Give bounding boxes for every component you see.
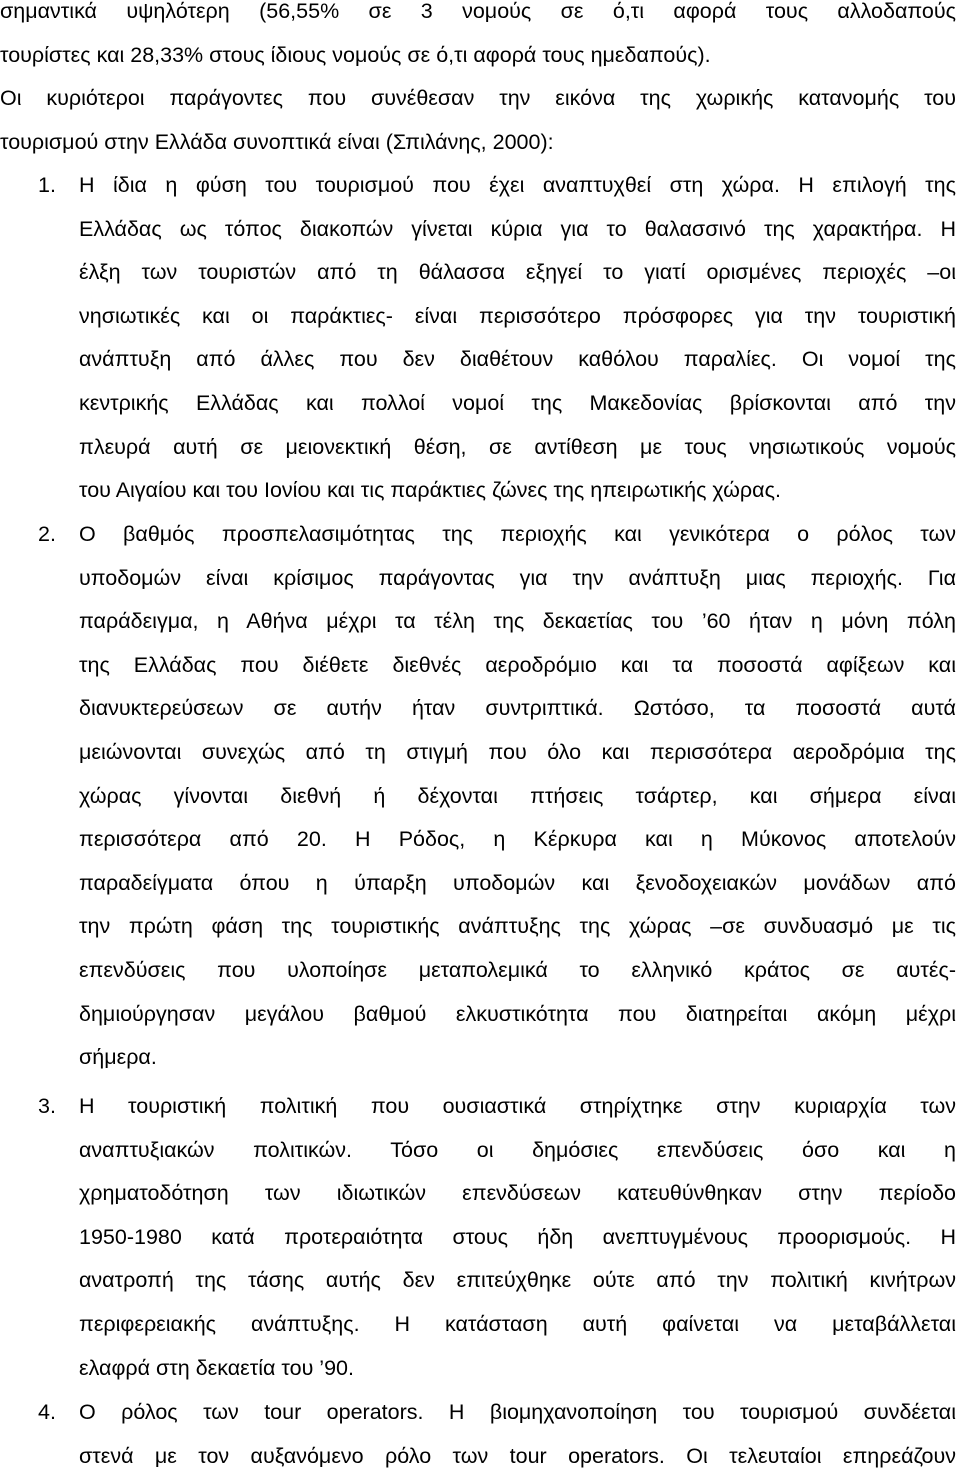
list-item-4	[0, 1391, 956, 1478]
text-line: παραδείγματα όπου η ύπαρξη υποδομών και ξενοδοχειακών μονάδων από	[79, 870, 956, 895]
text-line: μειώνονται συνεχώς από τη στιγμή που όλο και περισσότερα αεροδρόμια της	[79, 739, 956, 764]
list-number: 1.	[38, 173, 56, 197]
text-line: ανάπτυξη από άλλες που δεν διαθέτουν καθόλου παραλίες. Οι νομοί της	[79, 347, 956, 372]
text-line: τουρίστες και 28,33% στους ίδιους νομούς σε ό,τι αφορά τους ημεδαπούς).	[0, 42, 711, 67]
text-line: Η τουριστική πολιτική που ουσιαστικά στηρίχτηκε στην κυριαρχία των	[79, 1094, 956, 1118]
list-item-body	[79, 164, 956, 513]
text-line: Ελλάδας ως τόπος διακοπών γίνεται κύρια για το θαλασσινό της χαρακτήρα. Η	[79, 216, 956, 241]
text-line: επενδύσεις που υλοποίησε μεταπολεμικά το ελληνικό κράτος σε αυτές-	[79, 957, 956, 982]
text-line: νησιωτικές και οι παράκτιες- είναι περισσότερο πρόσφορες για την τουριστική	[79, 303, 956, 328]
text-line: διανυκτερεύσεων σε αυτήν ήταν συντριπτικά. Ωστόσο, τα ποσοστά αυτά	[79, 696, 956, 721]
text-line: Ο ρόλος των tour operators. Η βιομηχανοποίηση του τουρισμού συνδέεται	[79, 1400, 956, 1424]
list-item-2	[0, 513, 956, 1080]
text-line: περιφερειακής ανάπτυξης. Η κατάσταση αυτή φαίνεται να μεταβάλλεται	[79, 1311, 956, 1336]
list-number: 3.	[38, 1094, 56, 1118]
list-item-body	[79, 1085, 956, 1390]
text-line: Η ίδια η φύση του τουρισμού που έχει αναπτυχθεί στη χώρα. Η επιλογή της	[79, 173, 956, 197]
text-line: κεντρικής Ελλάδας και πολλοί νομοί της Μακεδονίας βρίσκονται από την	[79, 390, 956, 415]
text-line: σημαντικά υψηλότερη (56,55% σε 3 νομούς σε ό,τι αφορά τους αλλοδαπούς	[0, 0, 956, 23]
text-line: Ο βαθμός προσπελασιμότητας της περιοχής και γενικότερα ο ρόλος των	[79, 522, 956, 546]
text-line: του Αιγαίου και του Ιονίου και τις παράκτιες ζώνες της ηπειρωτικής χώρας.	[79, 478, 781, 503]
list-item-3	[0, 1085, 956, 1390]
text-line: δημιούργησαν μεγάλου βαθμού ελκυστικότητα που διατηρείται ακόμη μέχρι	[79, 1001, 956, 1026]
text-line: χώρας γίνονται διεθνή ή δέχονται πτήσεις τσάρτερ, και σήμερα είναι	[79, 783, 956, 808]
text-line: Οι κυριότεροι παράγοντες που συνέθεσαν την εικόνα της χωρικής κατανομής του	[0, 86, 956, 111]
text-line: περισσότερα από 20. Η Ρόδος, η Κέρκυρα και η Μύκονος αποτελούν	[79, 827, 956, 852]
text-line: ανατροπή της τάσης αυτής δεν επιτεύχθηκε ούτε από την πολιτική κινήτρων	[79, 1268, 956, 1293]
text-line: χρηματοδότηση των ιδιωτικών επενδύσεων κατευθύνθηκαν στην περίοδο	[79, 1181, 956, 1206]
text-line: παράδειγμα, η Αθήνα μέχρι τα τέλη της δεκαετίας του ’60 ήταν η μόνη πόλη	[79, 609, 956, 634]
text-line: την πρώτη φάση της τουριστικής ανάπτυξης της χώρας –σε συνδυασμό με τις	[79, 914, 956, 939]
text-line: πλευρά αυτή σε μειονεκτική θέση, σε αντίθεση με τους νησιωτικούς νομούς	[79, 434, 956, 459]
text-line: έλξη των τουριστών από τη θάλασσα εξηγεί το γιατί ορισμένες περιοχές –οι	[79, 260, 956, 285]
text-line: υποδομών είναι κρίσιμος παράγοντας για την ανάπτυξη μιας περιοχής. Για	[79, 565, 956, 590]
text-line: τουρισμού στην Ελλάδα συνοπτικά είναι (Σπιλάνης, 2000):	[0, 129, 554, 154]
text-line: αναπτυξιακών πολιτικών. Τόσο οι δημόσιες επενδύσεις όσο και η	[79, 1137, 956, 1162]
text-line: ελαφρά στη δεκαετία του ’90.	[79, 1355, 354, 1380]
intro-paragraph	[0, 0, 956, 164]
list-item-body	[79, 513, 956, 1080]
list-item-body	[79, 1391, 956, 1478]
text-line: της Ελλάδας που διέθετε διεθνές αεροδρόμιο και τα ποσοστά αφίξεων και	[79, 652, 956, 677]
list-number: 4.	[38, 1400, 56, 1424]
text-line: σήμερα.	[79, 1045, 157, 1070]
list-number: 2.	[38, 522, 56, 546]
text-line: στενά με τον αυξανόμενο ρόλο των tour operators. Οι τελευταίοι επηρεάζουν	[79, 1443, 956, 1468]
text-line: 1950-1980 κατά προτεραιότητα στους ήδη ανεπτυγμένους προορισμούς. Η	[79, 1224, 956, 1249]
list-item-1	[0, 164, 956, 513]
